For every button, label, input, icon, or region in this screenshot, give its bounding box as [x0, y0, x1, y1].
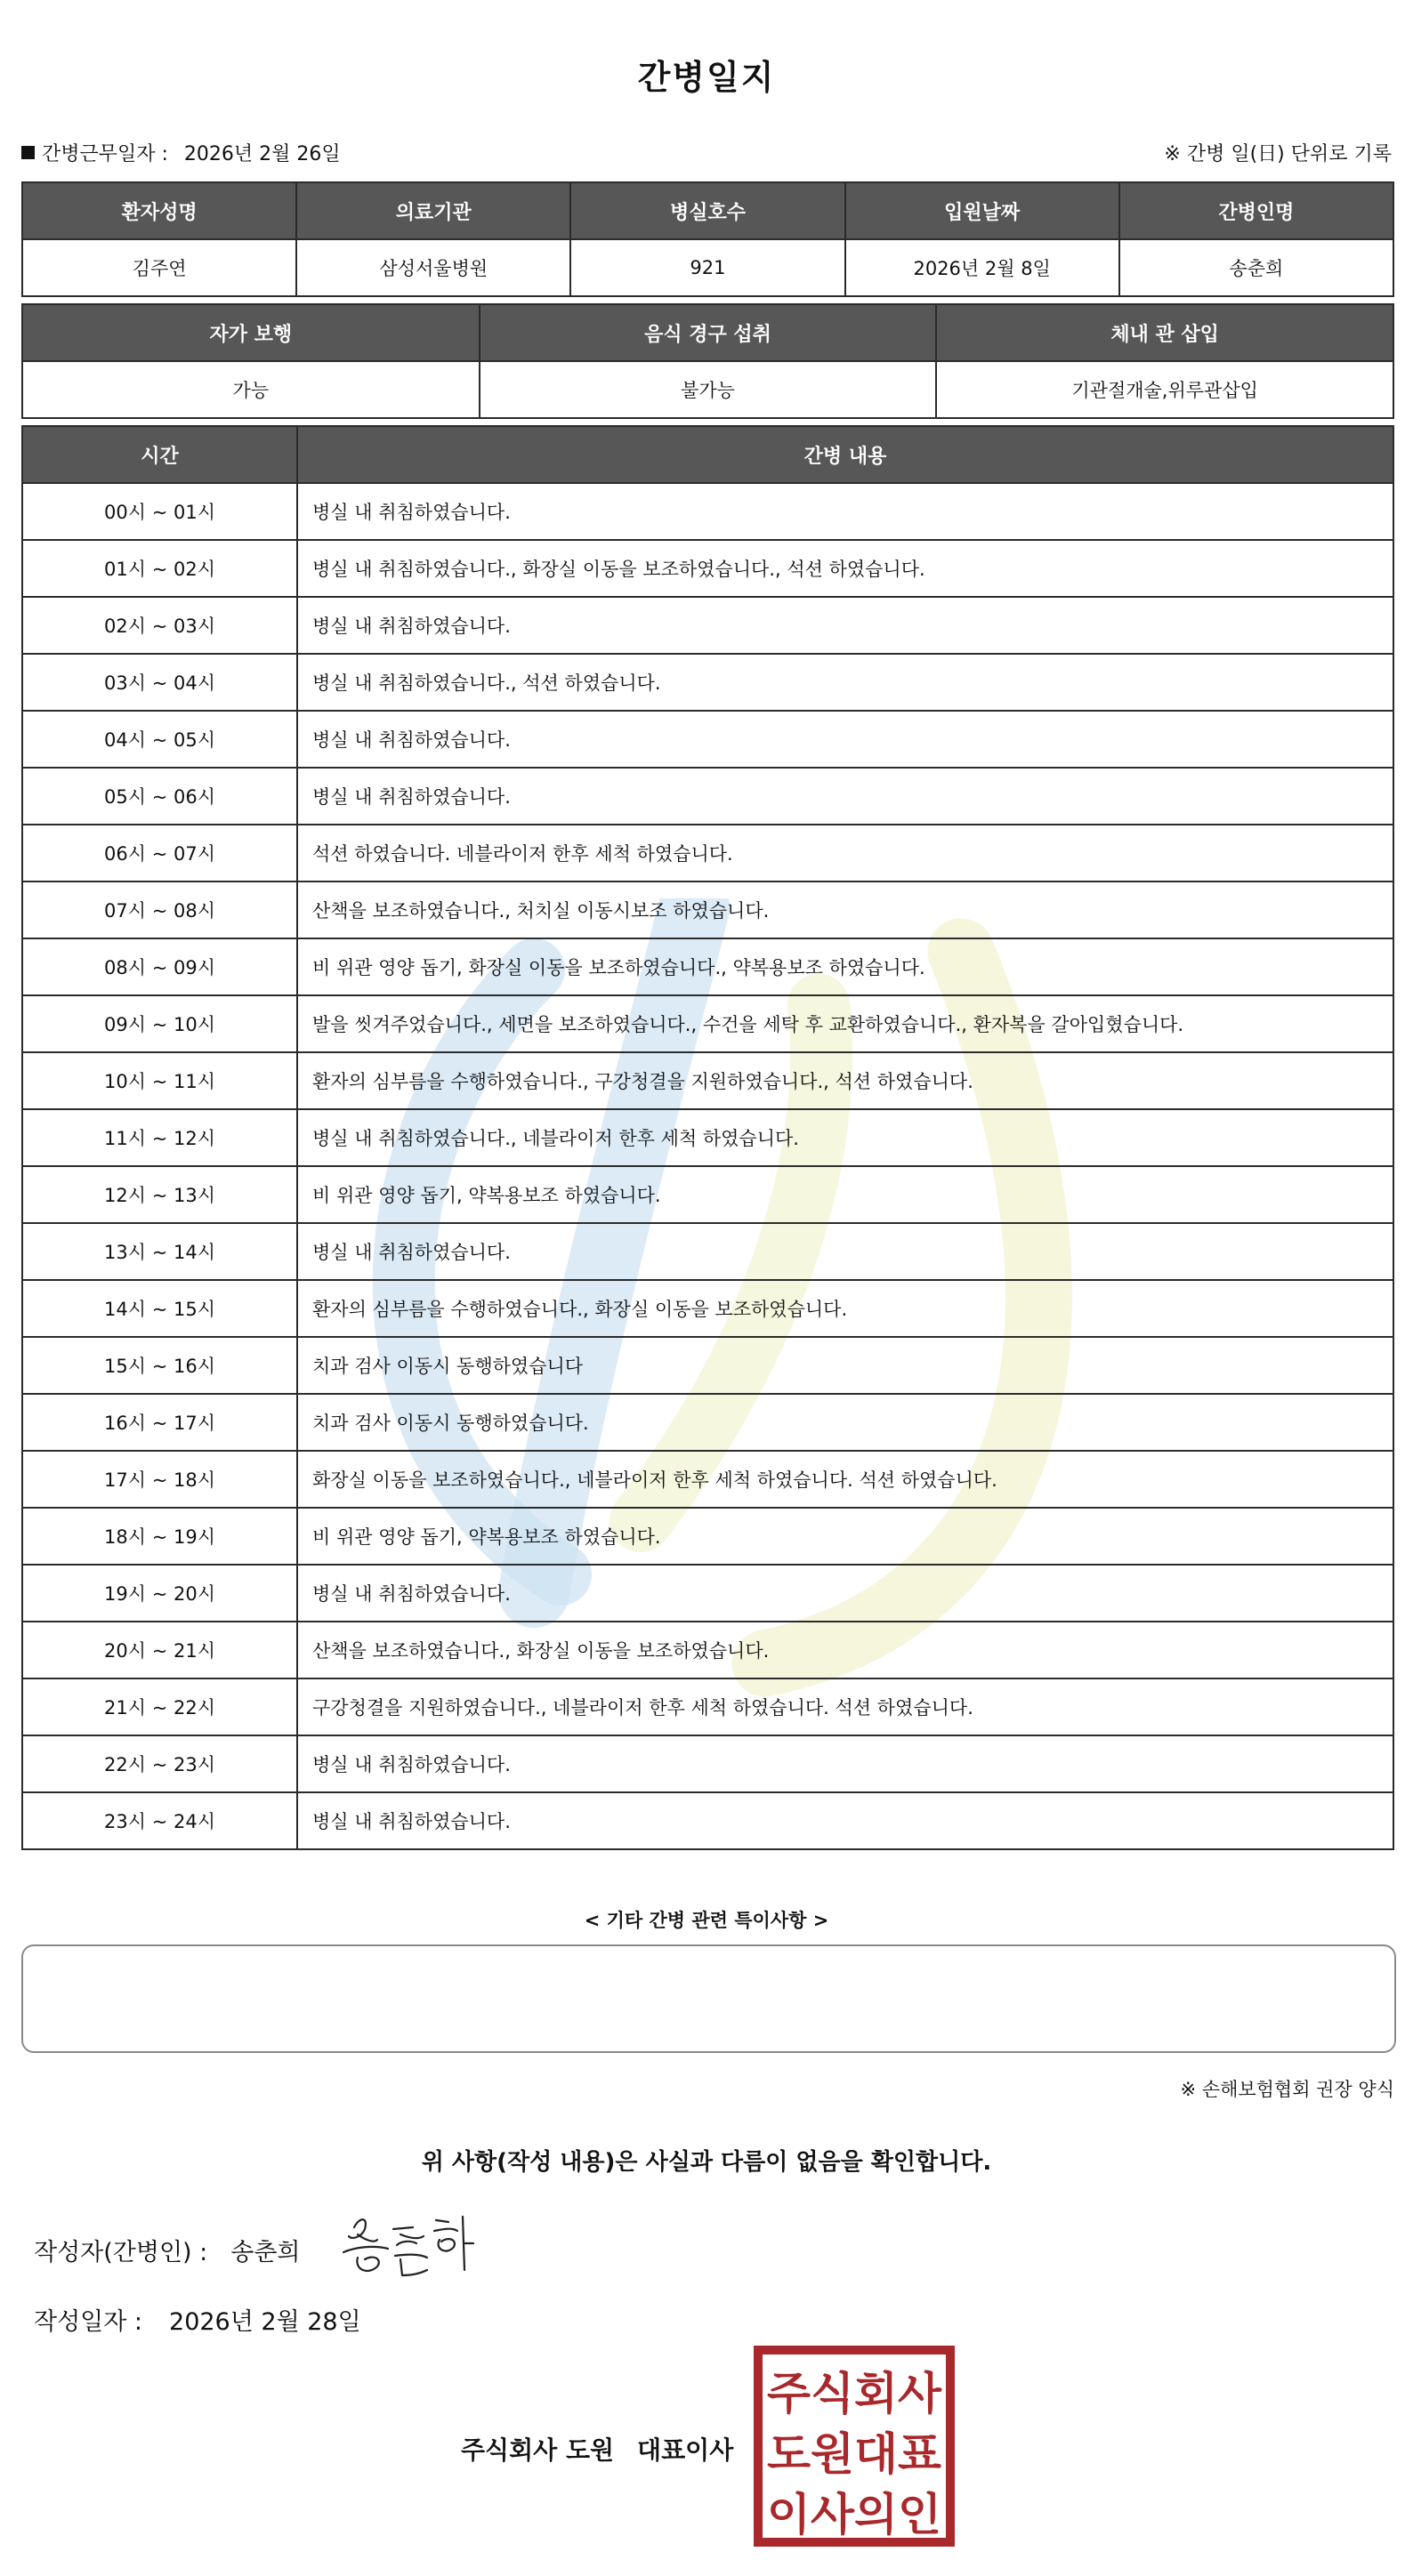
- care-log-header-row: [22, 426, 1393, 483]
- care-log-row: [22, 711, 1393, 768]
- patient-status-header-row: [22, 304, 1393, 361]
- company-signature-line: [461, 2431, 733, 2467]
- care-log-content: 발을 씻겨주었습니다., 세면을 보조하였습니다., 수건을 세탁 후 교환하였습니다., 환자복을 갈아입혔습니다.: [297, 995, 1393, 1052]
- hospital-name: 삼성서울병원: [296, 239, 570, 296]
- writer-name: 송춘희: [230, 2239, 301, 2266]
- written-date-line: [34, 2302, 361, 2337]
- square-bullet-icon: [21, 146, 35, 159]
- care-log-time: 16시 ~ 17시: [22, 1394, 297, 1451]
- care-log-time: 19시 ~ 20시: [22, 1565, 297, 1622]
- svg-text:이사의인: 이사의인: [767, 2489, 941, 2540]
- care-log-time: 10시 ~ 11시: [22, 1052, 297, 1109]
- representative-title: 대표이사: [637, 2435, 734, 2465]
- care-log-table: [21, 425, 1394, 1850]
- patient-info-header-row: [22, 182, 1393, 239]
- care-log-row: [22, 1394, 1393, 1451]
- handwritten-signature: [338, 2208, 480, 2288]
- care-log-time: 20시 ~ 21시: [22, 1622, 297, 1678]
- header-caregiver-name: 간병인명: [1119, 182, 1393, 239]
- care-log-time: 14시 ~ 15시: [22, 1280, 297, 1337]
- care-log-content: 비 위관 영양 돕기, 약복용보조 하였습니다.: [297, 1508, 1393, 1565]
- care-log-time: 06시 ~ 07시: [22, 825, 297, 881]
- care-log-time: 17시 ~ 18시: [22, 1451, 297, 1508]
- header-tube-insertion: 체내 관 삽입: [936, 304, 1393, 361]
- patient-status-table: [21, 303, 1394, 419]
- care-log-content: 병실 내 취침하였습니다.: [297, 1223, 1393, 1280]
- written-date-label: 작성일자 :: [34, 2308, 143, 2336]
- tube-insertion-value: 기관절개술,위루관삽입: [936, 361, 1393, 418]
- care-log-row: [22, 654, 1393, 711]
- header-care-content: 간병 내용: [297, 426, 1393, 483]
- care-log-time: 23시 ~ 24시: [22, 1792, 297, 1849]
- header-time: 시간: [22, 426, 297, 483]
- care-log-content: 병실 내 취침하였습니다.: [297, 1565, 1393, 1622]
- care-log-row: [22, 1508, 1393, 1565]
- care-log-time: 09시 ~ 10시: [22, 995, 297, 1052]
- care-log-row: [22, 1337, 1393, 1394]
- care-log-content: 산책을 보조하였습니다., 화장실 이동을 보조하였습니다.: [297, 1622, 1393, 1678]
- oral-intake-value: 불가능: [480, 361, 937, 418]
- patient-name: 김주연: [22, 239, 296, 296]
- care-log-content: 병실 내 취침하였습니다., 석션 하였습니다.: [297, 654, 1393, 711]
- patient-info-value-row: [22, 239, 1393, 296]
- work-date-value: 2026년 2월 26일: [183, 142, 341, 165]
- care-log-row: [22, 1451, 1393, 1508]
- care-log-row: [22, 1622, 1393, 1678]
- care-log-row: [22, 825, 1393, 881]
- care-log-row: [22, 995, 1393, 1052]
- care-log-row: [22, 1565, 1393, 1622]
- care-log-row: [22, 1792, 1393, 1849]
- care-log-time: 12시 ~ 13시: [22, 1166, 297, 1223]
- care-log-row: [22, 1735, 1393, 1792]
- care-log-content: 병실 내 취침하였습니다., 화장실 이동을 보조하였습니다., 석션 하였습니다.: [297, 540, 1393, 597]
- work-date-row: [21, 139, 1392, 165]
- company-name: 주식회사 도원: [461, 2435, 615, 2465]
- room-number: 921: [570, 239, 844, 296]
- recommend-note: ※ 손해보험협회 권장 양식: [1180, 2079, 1394, 2100]
- admission-date: 2026년 2월 8일: [845, 239, 1119, 296]
- care-log-content: 병실 내 취침하였습니다.: [297, 483, 1393, 540]
- remarks-box: [21, 1944, 1396, 2053]
- care-log-content: 병실 내 취침하였습니다., 네블라이저 한후 세척 하였습니다.: [297, 1109, 1393, 1166]
- care-log-row: [22, 1223, 1393, 1280]
- care-log-content: 치과 검사 이동시 동행하였습니다: [297, 1337, 1393, 1394]
- care-log-content: 화장실 이동을 보조하였습니다., 네블라이저 한후 세척 하였습니다. 석션 하였습니다.: [297, 1451, 1393, 1508]
- care-log-body: [22, 483, 1393, 1849]
- patient-status-value-row: [22, 361, 1393, 418]
- care-log-time: 00시 ~ 01시: [22, 483, 297, 540]
- care-log-row: [22, 1109, 1393, 1166]
- patient-info-table: [21, 181, 1394, 297]
- care-log-time: 02시 ~ 03시: [22, 597, 297, 654]
- care-log-row: [22, 1166, 1393, 1223]
- care-log-row: [22, 1052, 1393, 1109]
- care-log-content: 비 위관 영양 돕기, 화장실 이동을 보조하였습니다., 약복용보조 하였습니다.: [297, 938, 1393, 995]
- daily-record-note: ※ 간병 일(日) 단위로 기록: [1164, 142, 1392, 165]
- header-self-walking: 자가 보행: [22, 304, 480, 361]
- care-log-time: 07시 ~ 08시: [22, 881, 297, 938]
- page-title: 간병일지: [637, 58, 776, 97]
- work-date-label: 간병근무일자 :: [42, 142, 168, 165]
- care-log-time: 22시 ~ 23시: [22, 1735, 297, 1792]
- work-date: [21, 139, 341, 166]
- care-log-time: 05시 ~ 06시: [22, 768, 297, 825]
- care-log-content: 구강청결을 지원하였습니다., 네블라이저 한후 세척 하였습니다. 석션 하였습니다.: [297, 1678, 1393, 1735]
- confirmation-statement: 위 사항(작성 내용)은 사실과 다름이 없음을 확인합니다.: [421, 2149, 992, 2176]
- care-log-content: 산책을 보조하였습니다., 처치실 이동시보조 하였습니다.: [297, 881, 1393, 938]
- care-log-content: 병실 내 취침하였습니다.: [297, 768, 1393, 825]
- remarks-title: < 기타 간병 관련 특이사항 >: [584, 1910, 829, 1931]
- writer-label: 작성자(간병인) :: [34, 2239, 208, 2266]
- care-log-row: [22, 881, 1393, 938]
- care-log-content: 병실 내 취침하였습니다.: [297, 1792, 1393, 1849]
- header-oral-intake: 음식 경구 섭취: [480, 304, 937, 361]
- caregiver-name: 송춘희: [1119, 239, 1393, 296]
- care-log-row: [22, 483, 1393, 540]
- header-patient-name: 환자성명: [22, 182, 296, 239]
- care-log-time: 01시 ~ 02시: [22, 540, 297, 597]
- svg-text:주식회사: 주식회사: [767, 2368, 942, 2419]
- svg-text:도원대표: 도원대표: [767, 2428, 942, 2480]
- care-log-content: 병실 내 취침하였습니다.: [297, 1735, 1393, 1792]
- care-log-row: [22, 540, 1393, 597]
- care-log-time: 13시 ~ 14시: [22, 1223, 297, 1280]
- care-log-row: [22, 1678, 1393, 1735]
- care-log-content: 석션 하였습니다. 네블라이저 한후 세척 하였습니다.: [297, 825, 1393, 881]
- header-room-number: 병실호수: [570, 182, 844, 239]
- writer-line: [34, 2233, 301, 2267]
- care-log-content: 병실 내 취침하였습니다.: [297, 711, 1393, 768]
- self-walking-value: 가능: [22, 361, 480, 418]
- care-log-content: 환자의 심부름을 수행하였습니다., 구강청결을 지원하였습니다., 석션 하였습니다.: [297, 1052, 1393, 1109]
- care-log-content: 병실 내 취침하였습니다.: [297, 597, 1393, 654]
- care-log-time: 21시 ~ 22시: [22, 1678, 297, 1735]
- header-hospital: 의료기관: [296, 182, 570, 239]
- header-admission-date: 입원날짜: [845, 182, 1119, 239]
- care-log-content: 환자의 심부름을 수행하였습니다., 화장실 이동을 보조하였습니다.: [297, 1280, 1393, 1337]
- care-log-time: 18시 ~ 19시: [22, 1508, 297, 1565]
- care-log-time: 08시 ~ 09시: [22, 938, 297, 995]
- care-log-row: [22, 597, 1393, 654]
- care-log-time: 15시 ~ 16시: [22, 1337, 297, 1394]
- care-log-row: [22, 1280, 1393, 1337]
- company-seal-stamp: [753, 2345, 956, 2548]
- care-log-time: 03시 ~ 04시: [22, 654, 297, 711]
- care-log-content: 치과 검사 이동시 동행하였습니다.: [297, 1394, 1393, 1451]
- written-date-value: 2026년 2월 28일: [169, 2308, 361, 2336]
- care-log-row: [22, 938, 1393, 995]
- care-log-time: 04시 ~ 05시: [22, 711, 297, 768]
- care-log-content: 비 위관 영양 돕기, 약복용보조 하였습니다.: [297, 1166, 1393, 1223]
- care-log-row: [22, 768, 1393, 825]
- care-log-time: 11시 ~ 12시: [22, 1109, 297, 1166]
